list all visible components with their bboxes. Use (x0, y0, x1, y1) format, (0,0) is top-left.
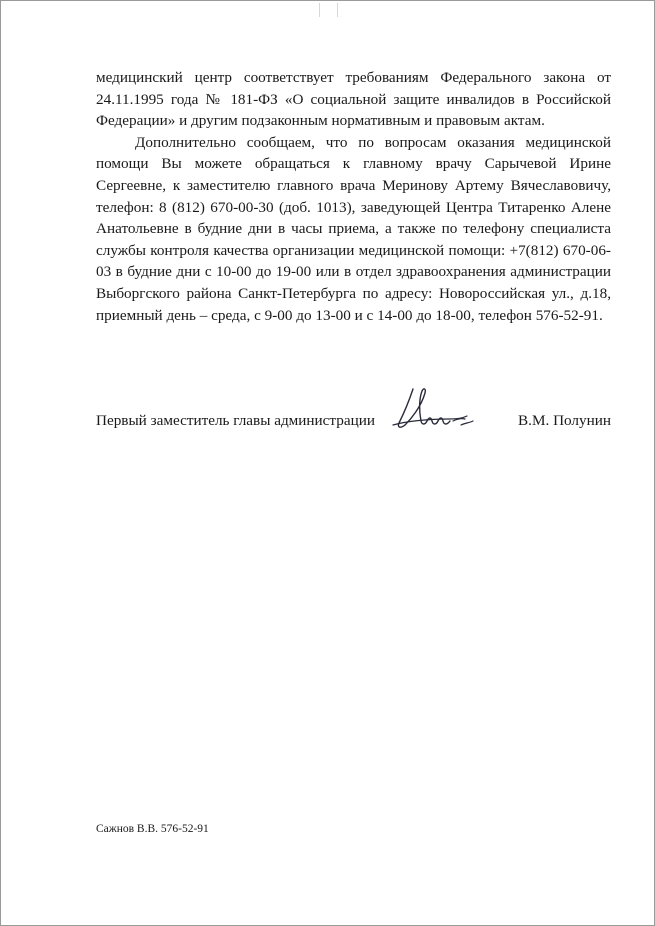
letter-paragraph-2: Дополнительно сообщаем, что по вопросам оказания медицинской помощи Вы можете обращаться к главному врачу Сарычевой Ирине Сергеевне, к заместителю главного врача Меринову Артему Вячеславовичу, телефон: 8 (812) 670-00-30 (доб. 1013), заведующей Центра Титаренко Алене Анатольевне в будние дни в часы приема, а также по телефону специалиста службы контроля качества организации медицинской помощи: +7(812) 670-06-03 в будние дни с 10-00 до 19-00 или в отдел здравоохранения администрации Выборгского района Санкт-Петербурга по адресу: Новороссийская ул., д.18, приемный день – среда, с 9-00 до 13-00 и с 14-00 до 18-00, телефон 576-52-91. (96, 133, 611, 324)
signature-block (96, 381, 611, 441)
scan-artifact (337, 3, 338, 17)
scan-artifact (319, 3, 320, 17)
executor-line: Сажнов В.В. 576-52-91 (96, 823, 209, 835)
handwritten-signature (391, 381, 483, 439)
signatory-name: В.М. Полунин (518, 412, 611, 429)
signatory-position: Первый заместитель главы администрации (96, 412, 375, 429)
letter-paragraph-1: медицинский центр соответствует требованиям Федерального закона от 24.11.1995 года № 181-ФЗ «О социальной защите инвалидов в Российской Федерации» и другим подзаконным нормативным и правовым актам. (96, 69, 611, 130)
letter-body (96, 67, 611, 326)
